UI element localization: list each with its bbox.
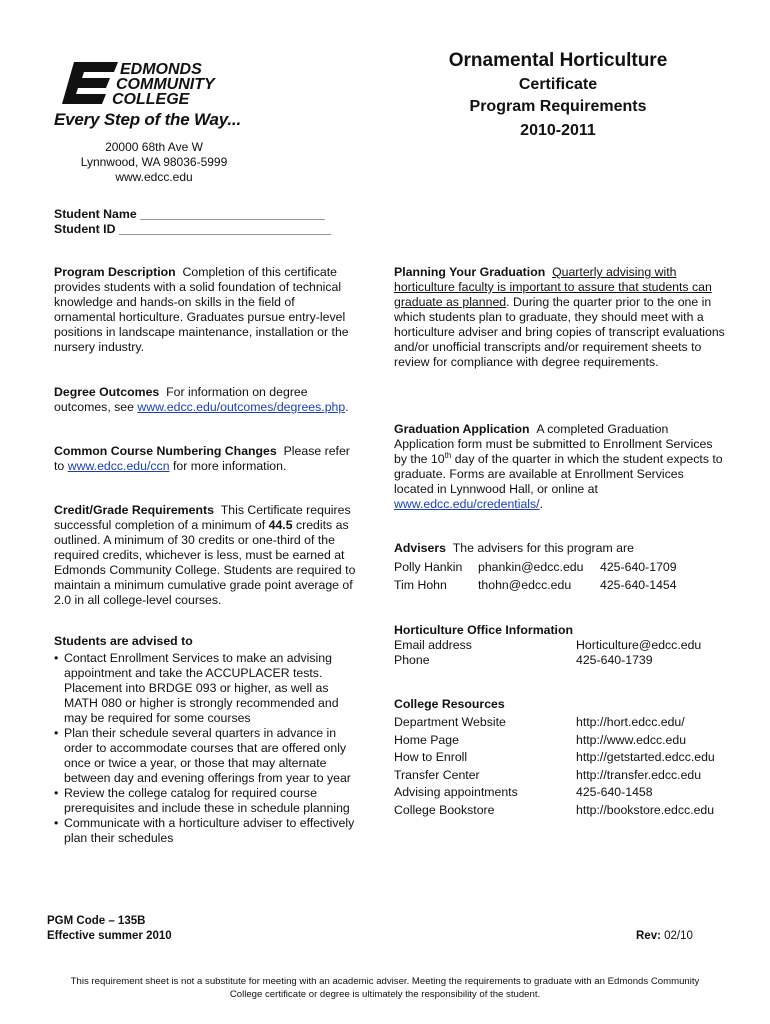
credit-text-a: This Certificate requires successful completion of a minimum of — [54, 503, 351, 532]
office-value[interactable]: Horticulture@edcc.edu — [576, 638, 702, 652]
tagline: Every Step of the Way... — [54, 110, 241, 129]
grad-app-text-a: A completed Graduation Application form must be submitted to Enrollment Services by the 10 — [394, 422, 713, 466]
degree-outcomes-heading: Degree Outcomes — [54, 385, 160, 399]
ccn-heading: Common Course Numbering Changes — [54, 444, 277, 458]
office-heading: Horticulture Office Information — [394, 623, 573, 637]
program-description-section — [54, 265, 359, 355]
graduation-application-section — [394, 422, 726, 512]
rev-value: 02/10 — [664, 930, 693, 942]
office-label: Email address — [394, 638, 472, 652]
resource-label: College Bookstore — [394, 802, 495, 817]
adviser-name: Tim Hohn — [394, 577, 447, 592]
planning-heading: Planning Your Graduation — [394, 265, 546, 279]
planning-text: . During the quarter prior to the one in which students plan to graduate, they should meet with a horticulture adviser and bring copies of transcript evaluations and/or unofficial transcripts and/or requirement sheets to review for compliance with degree requirements. — [394, 295, 725, 369]
adviser-name: Polly Hankin — [394, 560, 463, 574]
adviser-row — [394, 577, 726, 595]
revision — [636, 929, 693, 944]
resource-label: Department Website — [394, 715, 506, 729]
college-address — [54, 140, 254, 185]
list-item: • Contact Enrollment Services to make an advising appointment and take the ACCUPLACER tests. Placement into BRDGE 093 or higher, as well as MATH 080 or higher is strongly recommended and may be required for some courses — [54, 651, 359, 726]
title-program-requirements: Program Requirements — [469, 98, 647, 115]
address-street: 20000 68th Ave W — [105, 140, 203, 154]
resource-value[interactable]: http://hort.edcc.edu/ — [576, 715, 685, 729]
pgm-code: PGM Code – 135B — [47, 915, 146, 927]
degree-outcomes-section — [54, 385, 359, 415]
resource-row — [394, 732, 726, 750]
page-title: Ornamental Horticulture — [448, 50, 668, 71]
resource-value[interactable]: http://bookstore.edcc.edu — [576, 802, 715, 817]
adviser-row — [394, 559, 726, 577]
resource-row — [394, 767, 726, 785]
grad-app-text-b: day of the quarter in which the student expects to graduate. Forms are available at Enrollment Services located in Lynnwood Hall, or online at — [394, 452, 723, 496]
list-item: • Plan their schedule several quarters in advance in order to accommodate courses that are offered only once or twice a year, or those that may alternate between day and evening offerings from year to year — [54, 726, 359, 786]
resource-row — [394, 749, 726, 767]
office-row — [394, 638, 726, 653]
advisers-heading: Advisers — [394, 541, 446, 555]
adviser-phone: 425-640-1709 — [600, 560, 677, 574]
list-item: • Review the college catalog for required course prerequisites and include these in schedule planning — [54, 786, 359, 816]
advised-heading: Students are advised to — [54, 634, 193, 648]
resource-label: Advising appointments — [394, 785, 518, 799]
ccn-link[interactable]: www.edcc.edu/ccn — [67, 459, 170, 473]
address-city: Lynnwood, WA 98036-5999 — [80, 155, 228, 169]
planning-section — [394, 265, 726, 370]
grad-app-end: . — [539, 497, 544, 511]
degree-outcomes-end: . — [345, 400, 349, 414]
credit-text-b: credits as outlined. A minimum of 30 credits or one-third of the required credits, whichever is less, must be earned at Edmonds Community College. Students are required to maintain a minimum cumulative grade point average of 2.0 in all college-level courses. — [54, 518, 356, 607]
logo-line3: COLLEGE — [112, 91, 190, 108]
resource-row — [394, 802, 726, 820]
degree-outcomes-text: For information on degree outcomes, see — [54, 385, 308, 414]
program-code-block — [47, 914, 172, 944]
logo-line1: EDMONDS — [120, 61, 202, 78]
resource-value[interactable]: http://www.edcc.edu — [576, 732, 687, 747]
grad-app-heading: Graduation Application — [394, 422, 530, 436]
resource-label: How to Enroll — [394, 750, 468, 764]
resources-heading: College Resources — [394, 697, 505, 711]
logo-line2: COMMUNITY — [116, 76, 215, 93]
office-info-section — [394, 623, 726, 668]
college-resources-section — [394, 697, 726, 819]
office-row — [394, 653, 726, 668]
student-fields — [54, 207, 331, 237]
credit-requirements-section — [54, 503, 359, 608]
rev-label: Rev: — [636, 930, 661, 942]
credentials-link[interactable]: www.edcc.edu/credentials/ — [394, 497, 540, 511]
degree-outcomes-link[interactable]: www.edcc.edu/outcomes/degrees.php — [137, 400, 346, 414]
grad-app-sup: th — [444, 450, 452, 460]
advisers-intro: The advisers for this program are — [452, 541, 634, 555]
resource-value[interactable]: http://transfer.edcc.edu — [576, 767, 702, 782]
advisers-section — [394, 541, 726, 594]
student-id-field[interactable]: Student ID _______________________________ — [54, 222, 331, 236]
footer-disclaimer: This requirement sheet is not a substitute for meeting with an academic adviser. Meeting the requirements to graduate with an Edmonds Community College certificate or degree is ultimately the responsibility of the student. — [70, 976, 700, 1000]
resource-value: 425-640-1458 — [576, 785, 653, 799]
title-certificate: Certificate — [518, 76, 598, 93]
adviser-email[interactable]: thohn@edcc.edu — [478, 577, 572, 592]
list-item: • Communicate with a horticulture adviser to effectively plan their schedules — [54, 816, 359, 846]
office-value: 425-640-1739 — [576, 653, 653, 667]
resource-row — [394, 784, 726, 802]
ccn-section — [54, 444, 359, 474]
student-name-field[interactable]: Student Name ___________________________ — [54, 207, 325, 221]
advised-list — [54, 651, 359, 846]
planning-underlined: Quarterly advising with horticulture faculty is important to assure that students can graduate as planned — [394, 265, 712, 309]
students-advised-section — [54, 634, 359, 846]
title-block — [398, 50, 718, 142]
resource-row — [394, 714, 726, 732]
ccn-end: for more information. — [172, 459, 287, 473]
ccn-text: Please refer to — [54, 444, 350, 473]
adviser-phone: 425-640-1454 — [600, 577, 677, 592]
resource-label: Home Page — [394, 732, 459, 747]
resource-value[interactable]: http://getstarted.edcc.edu — [576, 750, 715, 764]
program-description-heading: Program Description — [54, 265, 176, 279]
effective-date: Effective summer 2010 — [47, 930, 172, 942]
title-year: 2010-2011 — [520, 122, 596, 139]
credit-amount: 44.5 — [268, 518, 293, 532]
adviser-email[interactable]: phankin@edcc.edu — [478, 560, 584, 574]
program-description-text: Completion of this certificate provides students with a solid foundation of technical knowledge and hands-on skills in the field of ornamental horticulture. Graduates pursue entry-level positions in landscape maintenance, installation or the nursery industry. — [54, 265, 349, 354]
address-web: www.edcc.edu — [115, 170, 193, 184]
credit-heading: Credit/Grade Requirements — [54, 503, 214, 517]
resource-label: Transfer Center — [394, 767, 480, 782]
office-label: Phone — [394, 653, 430, 667]
